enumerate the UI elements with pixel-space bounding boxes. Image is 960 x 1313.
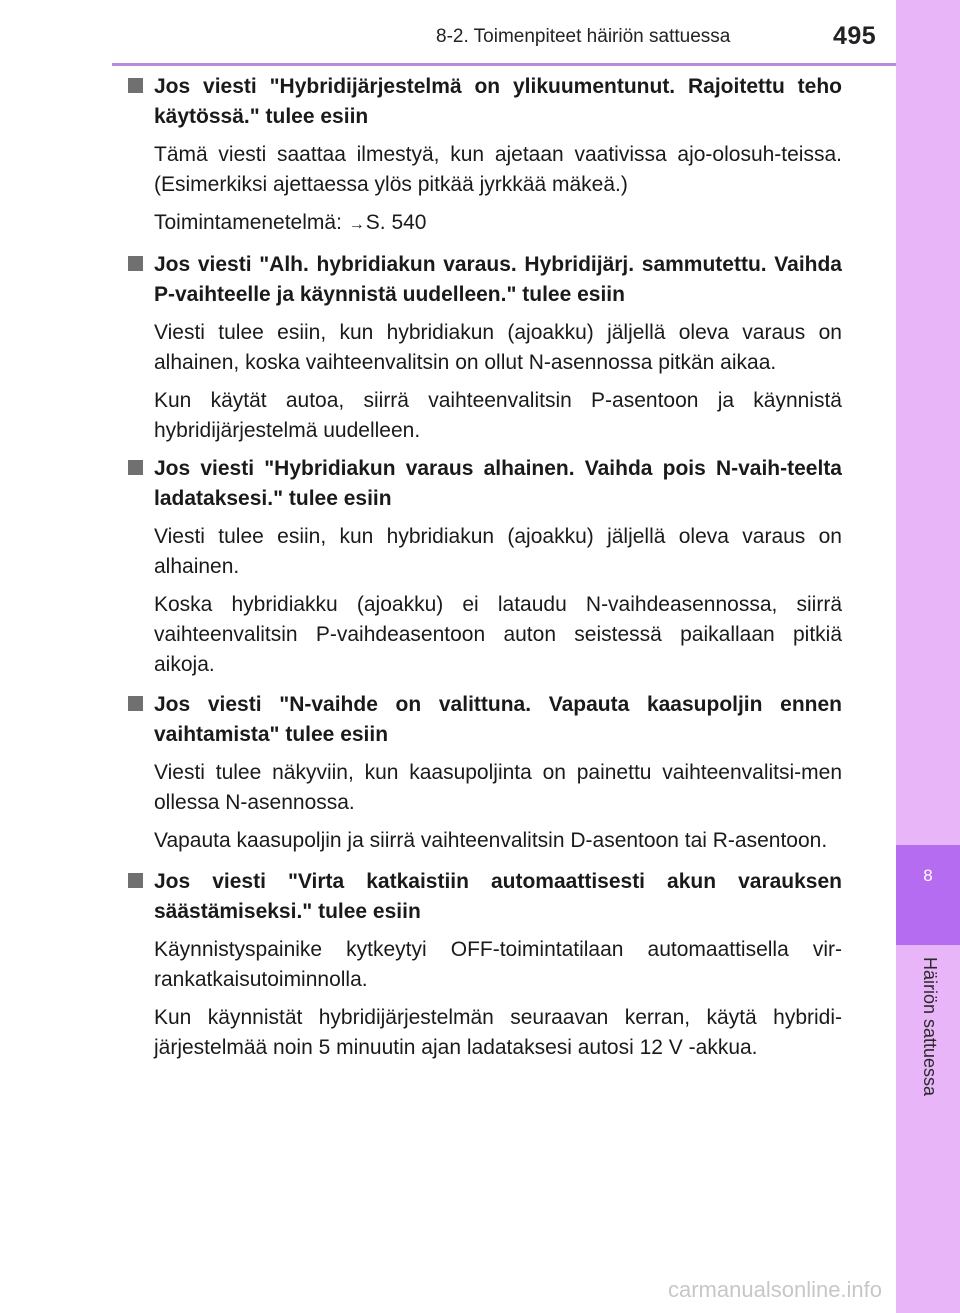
section-power-auto-off [128,865,842,1063]
section-paragraph: Koska hybridiakku (ajoakku) ei lataudu N-vaihdeasennossa, siirrä vaihteenvalitsin P-vaihdeasentoon auton seistessä paikallaan pitkiä aikoja. [154,593,842,676]
page-number: 495 [833,22,877,50]
filled-square-icon [128,696,143,711]
section-heading: Jos viesti "N-vaihde on valittuna. Vapauta kaasupoljin ennen vaihtamista" tulee esiin [154,693,842,746]
reference-link[interactable]: S. 540 [365,211,427,234]
section-paragraph: Viesti tulee näkyviin, kun kaasupoljinta on painettu vaihteenvalitsi-men ollessa N-asennossa. [154,761,842,814]
section-heading: Jos viesti "Hybridiakun varaus alhainen. Vaihda pois N-vaih-teelta ladataksesi." tulee esiin [154,457,842,510]
chapter-label: Häiriön sattuessa [920,957,940,1097]
section-paragraph: Tämä viesti saattaa ilmestyä, kun ajetaan vaativissa ajo-olosuh-teissa. (Esimerkiksi ajettaessa ylös pitkää jyrkkää mäkeä.) [154,143,842,196]
watermark: carmanualsonline.info [668,1277,883,1302]
section-paragraph: Käynnistyspainike kytkeytyi OFF-toimintatilaan automaattisella vir-rankatkaisutoiminnolla. [154,938,842,991]
reference-line [154,208,842,240]
chapter-number: 8 [923,866,933,885]
section-low-charge-n-position [128,452,842,680]
header-section-title: 8-2. Toimenpiteet häiriön sattuessa [436,26,731,47]
chapter-side-tab [896,0,960,1313]
filled-square-icon [128,460,143,475]
section-heading: Jos viesti "Alh. hybridiakun varaus. Hybridijärj. sammutettu. Vaihda P-vaihteelle ja käynnistä uudelleen." tulee esiin [154,253,842,306]
filled-square-icon [128,873,143,888]
reference-label: Toimintamenetelmä: [154,211,342,234]
section-paragraph: Kun käytät autoa, siirrä vaihteenvalitsin P-asentoon ja käynnistä hybridijärjestelmä uudelleen. [154,389,842,442]
section-heading: Jos viesti "Hybridijärjestelmä on ylikuumentunut. Rajoitettu teho käytössä." tulee esiin [154,75,842,128]
section-paragraph: Kun käynnistät hybridijärjestelmän seuraavan kerran, käytä hybridi-järjestelmää noin 5 minuutin ajan ladataksesi autosi 12 V -akkua. [154,1006,842,1059]
right-arrow-icon: → [348,216,365,233]
header-rule [112,63,896,66]
section-overheat [128,70,842,240]
section-paragraph: Viesti tulee esiin, kun hybridiakun (ajoakku) jäljellä oleva varaus on alhainen. [154,525,842,578]
section-paragraph: Vapauta kaasupoljin ja siirrä vaihteenvalitsin D-asentoon tai R-asentoon. [154,829,828,852]
section-heading: Jos viesti "Virta katkaistiin automaattisesti akun varauksen säästämiseksi." tulee esiin [154,870,842,923]
section-low-charge-shutdown [128,248,842,446]
filled-square-icon [128,78,143,93]
section-paragraph: Viesti tulee esiin, kun hybridiakun (ajoakku) jäljellä oleva varaus on alhainen, koska vaihteenvalitsin on ollut N-asennossa pitkän aikaa. [154,321,842,374]
section-n-gear-selected [128,688,842,856]
page-content [128,70,842,1063]
filled-square-icon [128,256,143,271]
chapter-number-tab [896,845,960,945]
